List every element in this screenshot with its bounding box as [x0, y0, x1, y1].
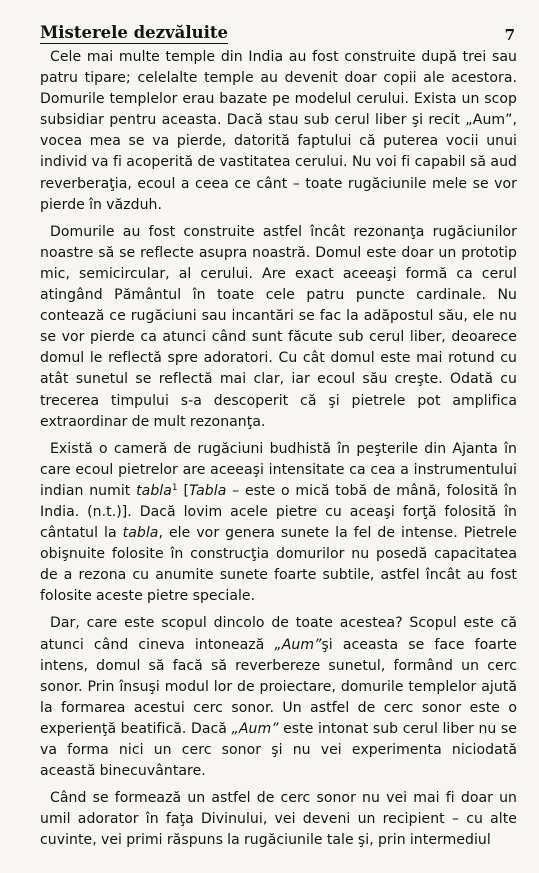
paragraph-1: Cele mai multe temple din India au fost construite după trei sau patru tipare; celelalte temple au devenit doar copii ale acestora. Domurile templelor erau bazate pe modelul cerului. Exista un scop subsidiar pentru aceasta. Dacă stau sub cerul liber şi recit „Aum”, vocea mea se va pierde, datorită faptului că puterea vocii unui individ va fi acoperită de vastitatea cerului. Nu voi fi capabil să aud reverberaţia, ecoul a ceea ce cânt – toate rugăciunile mele se vor pierde în văzduh. [40, 49, 517, 213]
text-run: Dar, care este scopul dincolo de toate acestea? Scopul este că atunci când cineva intonează [40, 615, 517, 653]
italic-term: Tabla [188, 482, 227, 499]
text-run: – este o mică tobă de mână, folosită în India. (n.t.)]. Dacă lovim acele pietre cu aceaşi forţă folosită în cântatul la [40, 482, 518, 542]
text-run: , ele vor genera sunete la fel de intense. Pietrele obişnuite folosite în construcţia domurilor nu posedă capacitatea de a rezona cu anumite sunete foarte subtile, astfel încât au fost folosite aceste pietre speciale. [40, 525, 517, 605]
chapter-title: Misterele dezvăluite [40, 23, 228, 42]
footnote-marker: 1 [171, 482, 178, 493]
text-run: este intonat sub cerul liber nu se va forma nici un cerc sonor şi nu vei experimenta niciodată această binecuvântare. [40, 720, 517, 780]
body-text [40, 47, 517, 851]
italic-term: „Aum” [274, 636, 322, 653]
text-run: [ [177, 482, 189, 499]
italic-term: tabla [122, 525, 159, 542]
italic-term: tabla [136, 482, 172, 499]
paragraph-3 [40, 439, 517, 608]
italic-term: „Aum” [231, 720, 279, 737]
text-run: Există o cameră de rugăciuni budhistă în peşterile din Ajanta în care ecoul pietrelor are aceeaşi intensitate ca cea a instrumentului indian numit [40, 440, 517, 499]
paragraph-5: Când se formează un astfel de cerc sonor nu vei mai fi doar un umil adorator în faţa Divinului, vei deveni un recipient – cu alte cuvinte, vei primi răspuns la rugăciunile tale şi, prin intermediul [40, 790, 517, 849]
running-header [40, 18, 517, 44]
paragraph-2: Domurile au fost construite astfel încât rezonanţa rugăciunilor noastre să se reflecte asupra noastră. Domul este doar un prototip mic, semicircular, al cerului. Are exact aceeaşi formă ca cerul atingând Pământul în toate cele patru puncte cardinale. Nu contează ce rugăciuni sau incantări se fac la adăpostul său, ele nu se vor pierde ca atunci când sunt făcute sub cerul liber, deoarece domul le reflectă spre adoratori. Cu cât domul este mai rotund cu atât sunetul se reflectă mai clar, iar ecoul său creşte. Odată cu trecerea timpului s-a descoperit că şi pietrele pot amplifica extraordinar de mult rezonanţa. [40, 223, 517, 430]
page-number: 7 [504, 26, 515, 44]
text-run: şi aceasta se face foarte intens, domul să facă să reverbereze sunetul, formând un cerc sonor. Prin însuşi modul lor de proiectare, domurile templelor ajută la formarea acestui cerc sonor. Un astfel de cerc sonor este o experienţă beatifică. Dacă [40, 636, 517, 737]
paragraph-4 [40, 613, 517, 782]
